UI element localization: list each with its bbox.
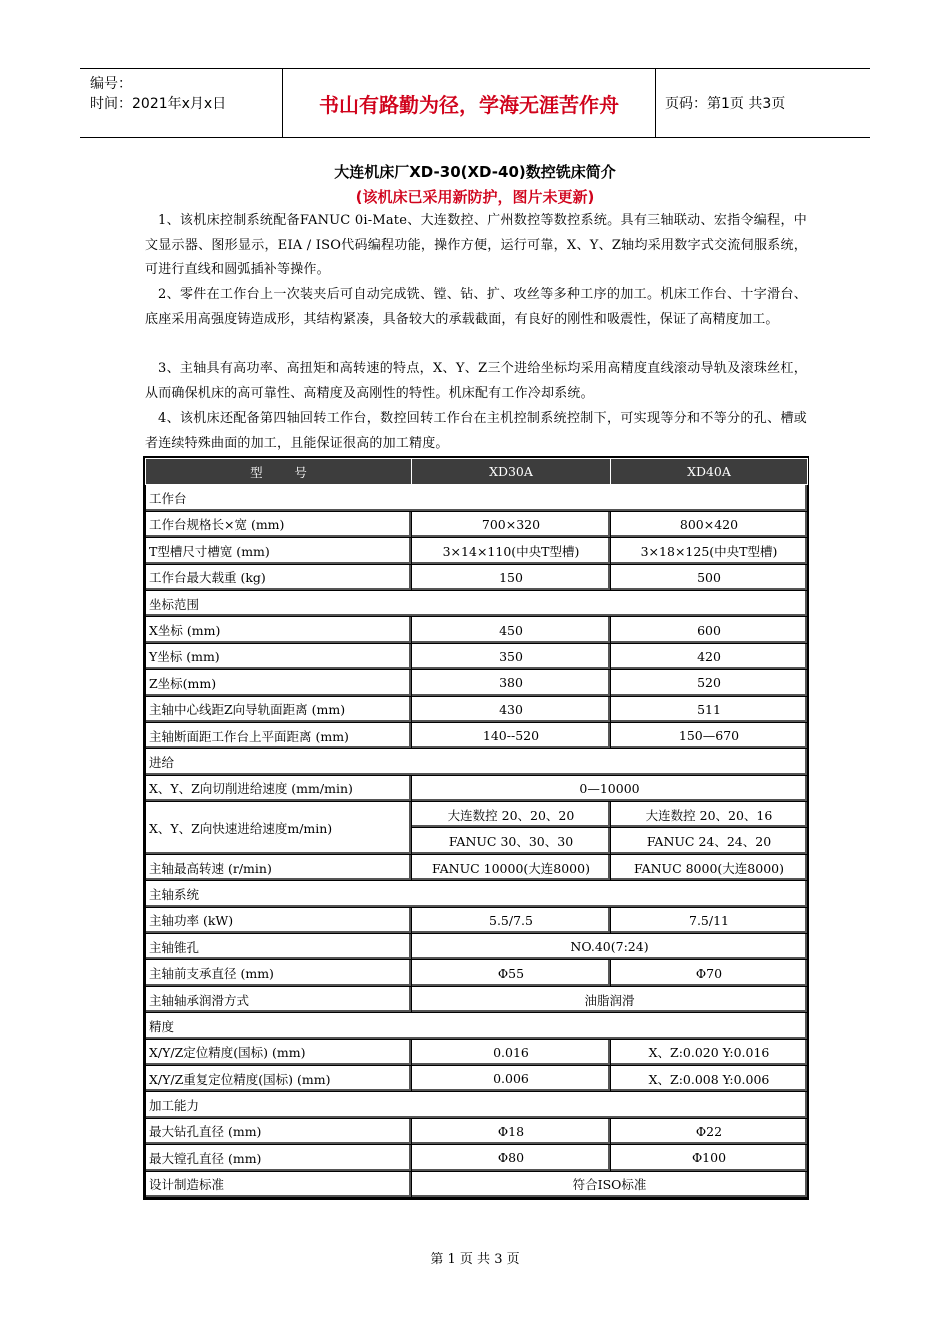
table-row (146, 960, 808, 986)
spec-label: X/Y/Z定位精度(国标) (mm) (146, 1039, 412, 1065)
shared-value: 油脂润滑 (412, 986, 808, 1012)
table-row (146, 670, 808, 696)
section-label: 加工能力 (146, 1092, 808, 1118)
spec-table (143, 456, 809, 1200)
table-row (146, 1171, 808, 1197)
shared-value: 符合ISO标准 (412, 1171, 808, 1197)
table-section-row (146, 1013, 808, 1039)
xd40a-value: 520 (611, 670, 808, 696)
xd40a-value: 7.5/11 (611, 907, 808, 933)
section-label: 工作台 (146, 485, 808, 511)
spec-label: 主轴中心线距Z向导轨面距离 (mm) (146, 696, 412, 722)
table-header-row (146, 459, 808, 485)
spec-label: 工作台最大载重 (kg) (146, 564, 412, 590)
xd40a-value: 600 (611, 617, 808, 643)
table-section-row (146, 881, 808, 907)
spec-label: X坐标 (mm) (146, 617, 412, 643)
paragraph-2: 2、零件在工作台上一次装夹后可自动完成铣、镗、钻、扩、攻丝等多种工序的加工。机床工作台、十字滑台、底座采用高强度铸造成形，其结构紧凑，具备较大的承载截面，有良好的刚性和吸震性，保证了高精度加工。 (145, 287, 807, 327)
table-row (146, 1039, 808, 1065)
section-label: 主轴系统 (146, 881, 808, 907)
xd40a-value: X、Z:0.008 Y:0.006 (611, 1065, 808, 1091)
spec-label: 主轴轴承润滑方式 (146, 986, 412, 1012)
page-footer: 第 1 页 共 3 页 (430, 1252, 520, 1267)
spec-label: 最大镗孔直径 (mm) (146, 1145, 412, 1171)
header-xd30a: XD30A (412, 459, 611, 485)
table-row (146, 722, 808, 748)
table-row (146, 854, 808, 880)
table-row (146, 617, 808, 643)
xd30a-value: 0.016 (412, 1039, 611, 1065)
header-page-label: 页码：第1页 共3页 (665, 96, 786, 112)
spec-label: 主轴断面距工作台上平面距离 (mm) (146, 722, 412, 748)
xd40a-value: 420 (611, 643, 808, 669)
spec-label: Y坐标 (mm) (146, 643, 412, 669)
table-row (146, 1065, 808, 1091)
xd30a-value: 3×14×110(中央T型槽) (412, 538, 611, 564)
section-label: 精度 (146, 1013, 808, 1039)
spec-label: X/Y/Z重复定位精度(国标) (mm) (146, 1065, 412, 1091)
xd30a-value: 5.5/7.5 (412, 907, 611, 933)
xd30a-value: 350 (412, 643, 611, 669)
xd40a-value: 150—670 (611, 722, 808, 748)
xd30a-value: 380 (412, 670, 611, 696)
header-meta (80, 69, 282, 137)
table-row (146, 802, 808, 828)
spec-label: T型槽尺寸槽宽 (mm) (146, 538, 412, 564)
spec-label: 主轴锥孔 (146, 934, 412, 960)
spec-label: 工作台规格长×宽 (mm) (146, 511, 412, 537)
document-date-label: 时间：2021年x月x日 (90, 96, 227, 112)
paragraph-1: 1、该机床控制系统配备FANUC 0i-Mate、大连数控、广州数控等数控系统。具有三轴联动、宏指令编程，中文显示器、图形显示，EIA / ISO代码编程功能，操作方便，运行可靠，X、Y、Z轴均采用数字式交流伺服系统，可进行直线和圆弧插补等操作。 (145, 213, 807, 277)
xd30a-value: 430 (412, 696, 611, 722)
xd40a-value: Φ70 (611, 960, 808, 986)
page-header (80, 68, 870, 138)
xd30a-value: 150 (412, 564, 611, 590)
table-row (146, 643, 808, 669)
xd40a-value: 800×420 (611, 511, 808, 537)
xd30a-value: 大连数控 20、20、20 (412, 802, 611, 828)
header-motto-cell (282, 69, 656, 137)
spec-label: Z坐标(mm) (146, 670, 412, 696)
xd30a-value: 140--520 (412, 722, 611, 748)
spec-label: 设计制造标准 (146, 1171, 412, 1197)
table-row (146, 696, 808, 722)
spec-label: 主轴最高转速 (r/min) (146, 854, 412, 880)
xd40a-value: 3×18×125(中央T型槽) (611, 538, 808, 564)
header-model: 型 号 (146, 459, 412, 485)
xd30a-value: 0.006 (412, 1065, 611, 1091)
xd30a-value: FANUC 10000(大连8000) (412, 854, 611, 880)
table-row (146, 564, 808, 590)
header-motto: 书山有路勤为径，学海无涯苦作舟 (319, 92, 619, 117)
document-subtitle: (该机床已采用新防护，图片未更新) (355, 188, 595, 206)
xd30a-value: FANUC 30、30、30 (412, 828, 611, 854)
spec-label: 主轴功率 (kW) (146, 907, 412, 933)
table-row (146, 511, 808, 537)
shared-value: 0—10000 (412, 775, 808, 801)
xd40a-value: 511 (611, 696, 808, 722)
table-row (146, 934, 808, 960)
xd30a-value: Φ18 (412, 1118, 611, 1144)
document-number-label: 编号： (90, 76, 132, 92)
xd40a-value: FANUC 24、24、20 (611, 828, 808, 854)
section-label: 进给 (146, 749, 808, 775)
header-xd40a: XD40A (611, 459, 808, 485)
spec-label: X、Y、Z向快速进给速度m/min) (146, 802, 412, 855)
xd30a-value: 700×320 (412, 511, 611, 537)
xd30a-value: Φ55 (412, 960, 611, 986)
table-section-row (146, 485, 808, 511)
shared-value: NO.40(7:24) (412, 934, 808, 960)
paragraph-4: 4、该机床还配备第四轴回转工作台，数控回转工作台在主机控制系统控制下，可实现等分和不等分的孔、槽或者连续特殊曲面的加工，且能保证很高的加工精度。 (145, 411, 807, 451)
spec-label: 最大钻孔直径 (mm) (146, 1118, 412, 1144)
table-section-row (146, 749, 808, 775)
xd40a-value: FANUC 8000(大连8000) (611, 854, 808, 880)
xd30a-value: Φ80 (412, 1145, 611, 1171)
paragraph-3: 3、主轴具有高功率、高扭矩和高转速的特点，X、Y、Z三个进给坐标均采用高精度直线滚动导轨及滚珠丝杠，从而确保机床的高可靠性、高精度及高刚性的特性。机床配有工作冷却系统。 (145, 361, 807, 401)
xd30a-value: 450 (412, 617, 611, 643)
table-row (146, 538, 808, 564)
header-page-cell (655, 69, 870, 137)
table-row (146, 907, 808, 933)
xd40a-value: 大连数控 20、20、16 (611, 802, 808, 828)
xd40a-value: 500 (611, 564, 808, 590)
xd40a-value: Φ100 (611, 1145, 808, 1171)
document-title: 大连机床厂XD-30(XD-40)数控铣床简介 (334, 163, 616, 181)
table-row (146, 1118, 808, 1144)
spec-label: 主轴前支承直径 (mm) (146, 960, 412, 986)
section-label: 坐标范围 (146, 590, 808, 616)
table-section-row (146, 1092, 808, 1118)
table-row (146, 775, 808, 801)
table-section-row (146, 590, 808, 616)
table-row (146, 986, 808, 1012)
xd40a-value: X、Z:0.020 Y:0.016 (611, 1039, 808, 1065)
xd40a-value: Φ22 (611, 1118, 808, 1144)
spec-label: X、Y、Z向切削进给速度 (mm/min) (146, 775, 412, 801)
table-row (146, 1145, 808, 1171)
